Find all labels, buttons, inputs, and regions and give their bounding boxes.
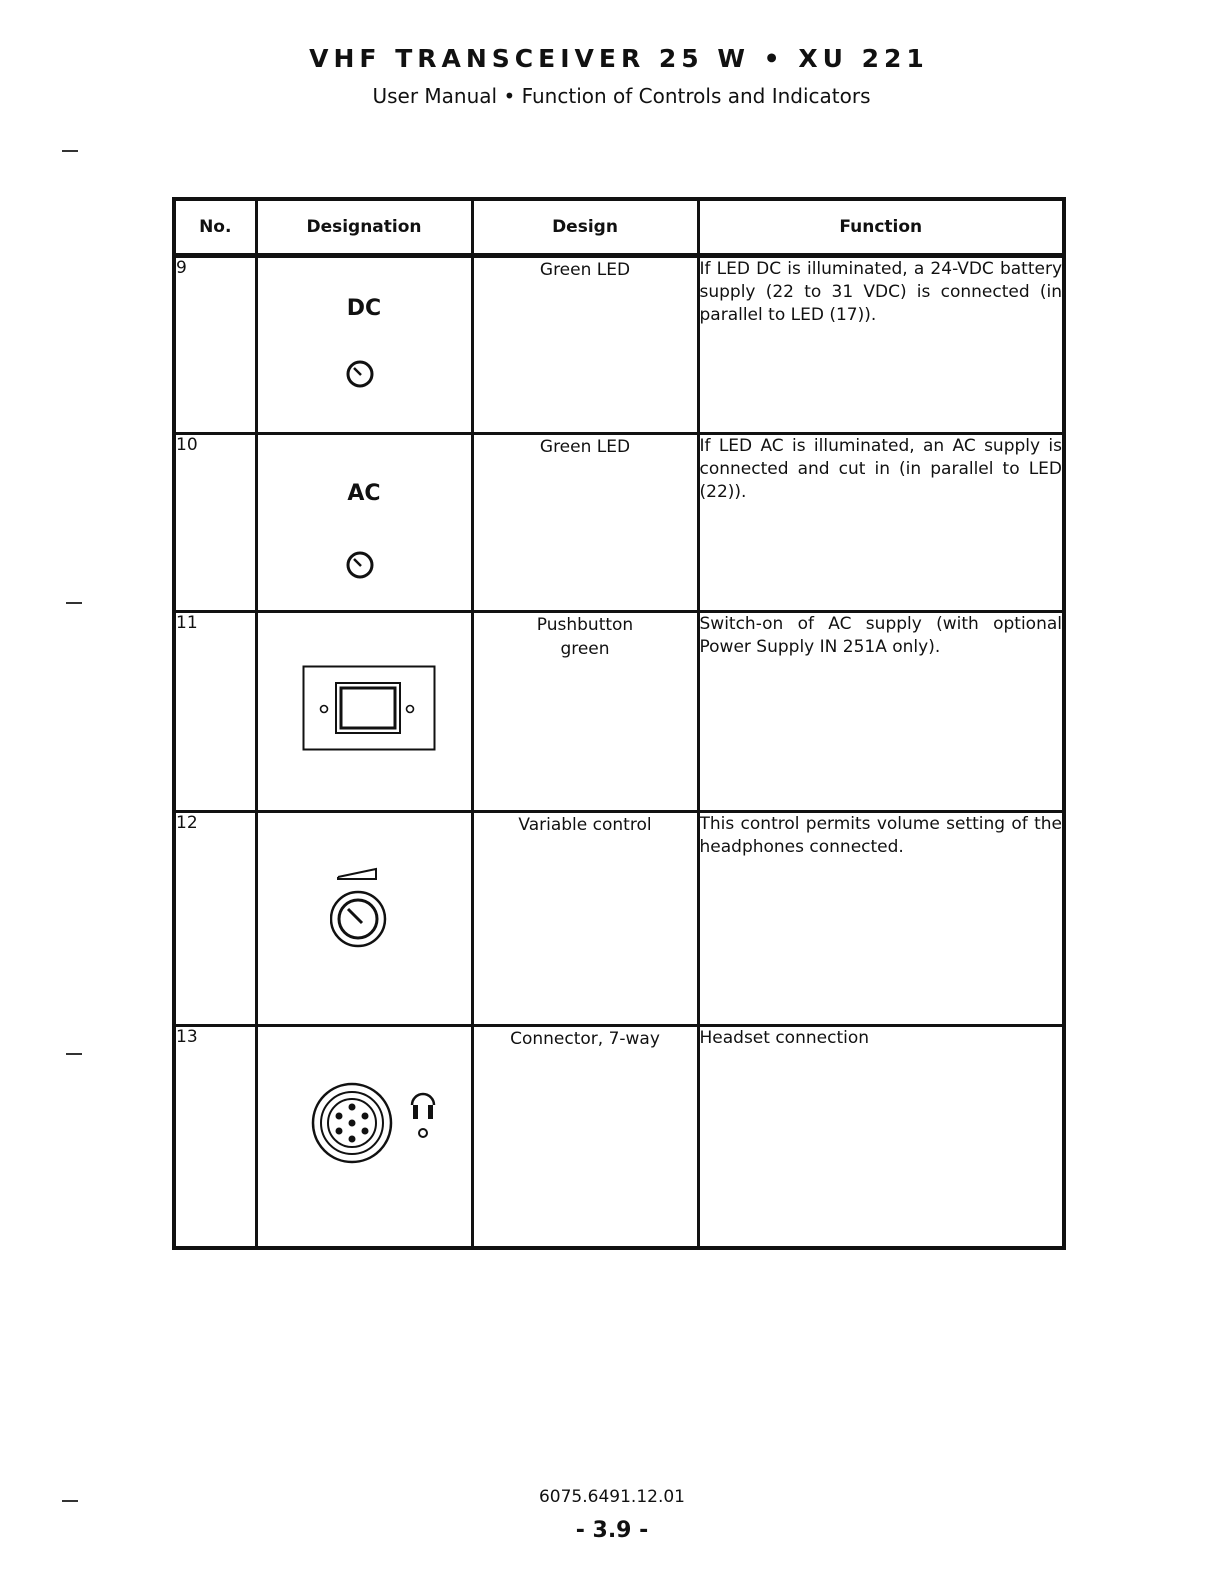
design-cell: Green LED [472, 434, 698, 612]
function-cell: Headset connection [698, 1026, 1064, 1248]
led-indicator-icon [344, 358, 376, 390]
margin-mark [66, 602, 82, 604]
design-cell: Pushbutton green [472, 612, 698, 812]
column-header-designation: Designation [256, 199, 472, 256]
designation-cell [256, 612, 472, 812]
column-header-no: No. [174, 199, 256, 256]
designation-label: AC [347, 481, 381, 506]
table-row [174, 256, 1064, 434]
function-cell: If LED DC is illuminated, a 24-VDC battery supply (22 to 31 VDC) is connected (in parallel to LED (17)). [698, 256, 1064, 434]
headphone-icon [408, 1089, 438, 1141]
design-cell: Connector, 7-way [472, 1026, 698, 1248]
designation-cell [256, 434, 472, 612]
table-header-row [174, 199, 1064, 256]
designation-cell [256, 1026, 472, 1248]
table-row [174, 434, 1064, 612]
function-cell: If LED AC is illuminated, an AC supply is connected and cut in (in parallel to LED (22)). [698, 434, 1064, 612]
row-number: 10 [174, 434, 256, 612]
designation-cell [256, 256, 472, 434]
table-row [174, 612, 1064, 812]
pushbutton-icon [302, 665, 436, 751]
led-indicator-icon [344, 549, 376, 581]
controls-table [172, 197, 1066, 1250]
function-cell: Switch-on of AC supply (with optional Power Supply IN 251A only). [698, 612, 1064, 812]
column-header-design: Design [472, 199, 698, 256]
margin-mark [62, 150, 78, 152]
table-row [174, 1026, 1064, 1248]
function-cell: This control permits volume setting of the headphones connected. [698, 812, 1064, 1026]
design-cell: Variable control [472, 812, 698, 1026]
column-header-function: Function [698, 199, 1064, 256]
row-number: 11 [174, 612, 256, 812]
margin-mark [66, 1053, 82, 1055]
row-number: 13 [174, 1026, 256, 1248]
designation-label: DC [346, 296, 382, 321]
row-number: 9 [174, 256, 256, 434]
table-row [174, 812, 1064, 1026]
document-title: VHF TRANSCEIVER 25 W • XU 221 [309, 44, 929, 73]
row-number: 12 [174, 812, 256, 1026]
page-number: - 3.9 - [575, 1518, 649, 1543]
volume-knob-icon [330, 863, 394, 953]
designation-cell [256, 812, 472, 1026]
document-number: 6075.6491.12.01 [538, 1487, 685, 1507]
document-subtitle: User Manual • Function of Controls and Indicators [372, 84, 871, 108]
design-cell: Green LED [472, 256, 698, 434]
headset-connector-icon [310, 1081, 394, 1165]
